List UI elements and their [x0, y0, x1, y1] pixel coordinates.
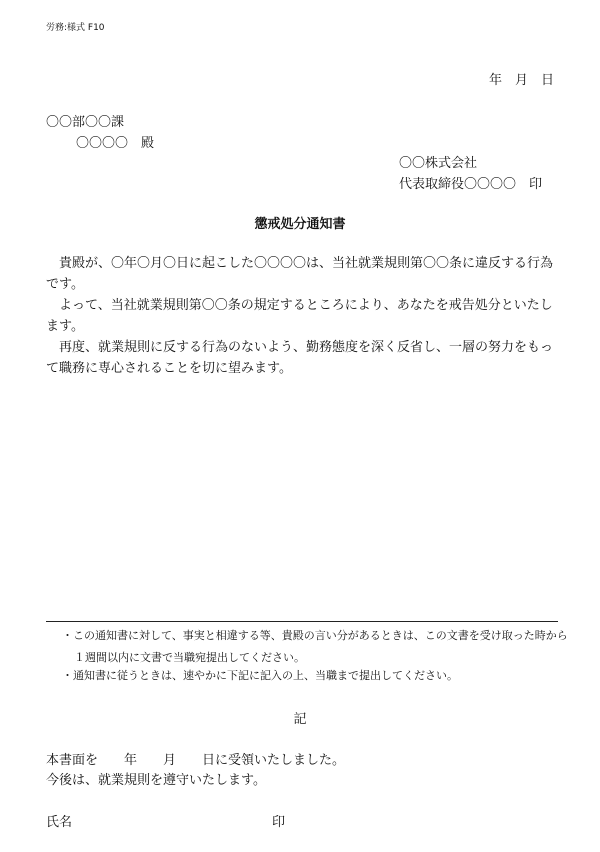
note-item: ・この通知書に対して、事実と相違する等、貴殿の言い分があるときは、この文書を受け取った時から１週間以内に文書で当職宛提出してください。: [62, 629, 568, 664]
ki-heading: 記: [293, 712, 307, 727]
recipient-department: 〇〇部〇〇課: [46, 115, 125, 130]
date-line: 年 月 日: [488, 73, 554, 88]
comply-line: 今後は、就業規則を遵守いたします。: [46, 773, 266, 788]
receipt-line: 本書面を 年 月 日に受領いたしました。: [46, 753, 346, 768]
body-paragraph: 貴殿が、〇年〇月〇日に起こした〇〇〇〇は、当社就業規則第〇〇条に違反する行為です。: [46, 256, 554, 292]
sender-representative: 代表取締役〇〇〇〇 印: [399, 177, 543, 192]
divider-line: [46, 621, 558, 622]
note-item: ・通知書に従うときは、速やかに下記に記入の上、当職まで提出してください。: [62, 669, 458, 682]
recipient-name: 〇〇〇〇 殿: [76, 136, 155, 151]
sender-company: 〇〇株式会社: [399, 156, 478, 171]
body-paragraph: 再度、就業規則に反する行為のないよう、勤務態度を深く反省し、一層の努力をもって職務に専心されることを切に望みます。: [46, 340, 554, 376]
body-paragraph: よって、当社就業規則第〇〇条の規定するところにより、あなたを戒告処分といたします。: [46, 298, 553, 334]
seal-label: 印: [272, 815, 286, 830]
name-label: 氏名: [46, 815, 73, 830]
form-id: 労務:様式 F10: [46, 23, 105, 33]
document-title: 懲戒処分通知書: [254, 217, 346, 232]
